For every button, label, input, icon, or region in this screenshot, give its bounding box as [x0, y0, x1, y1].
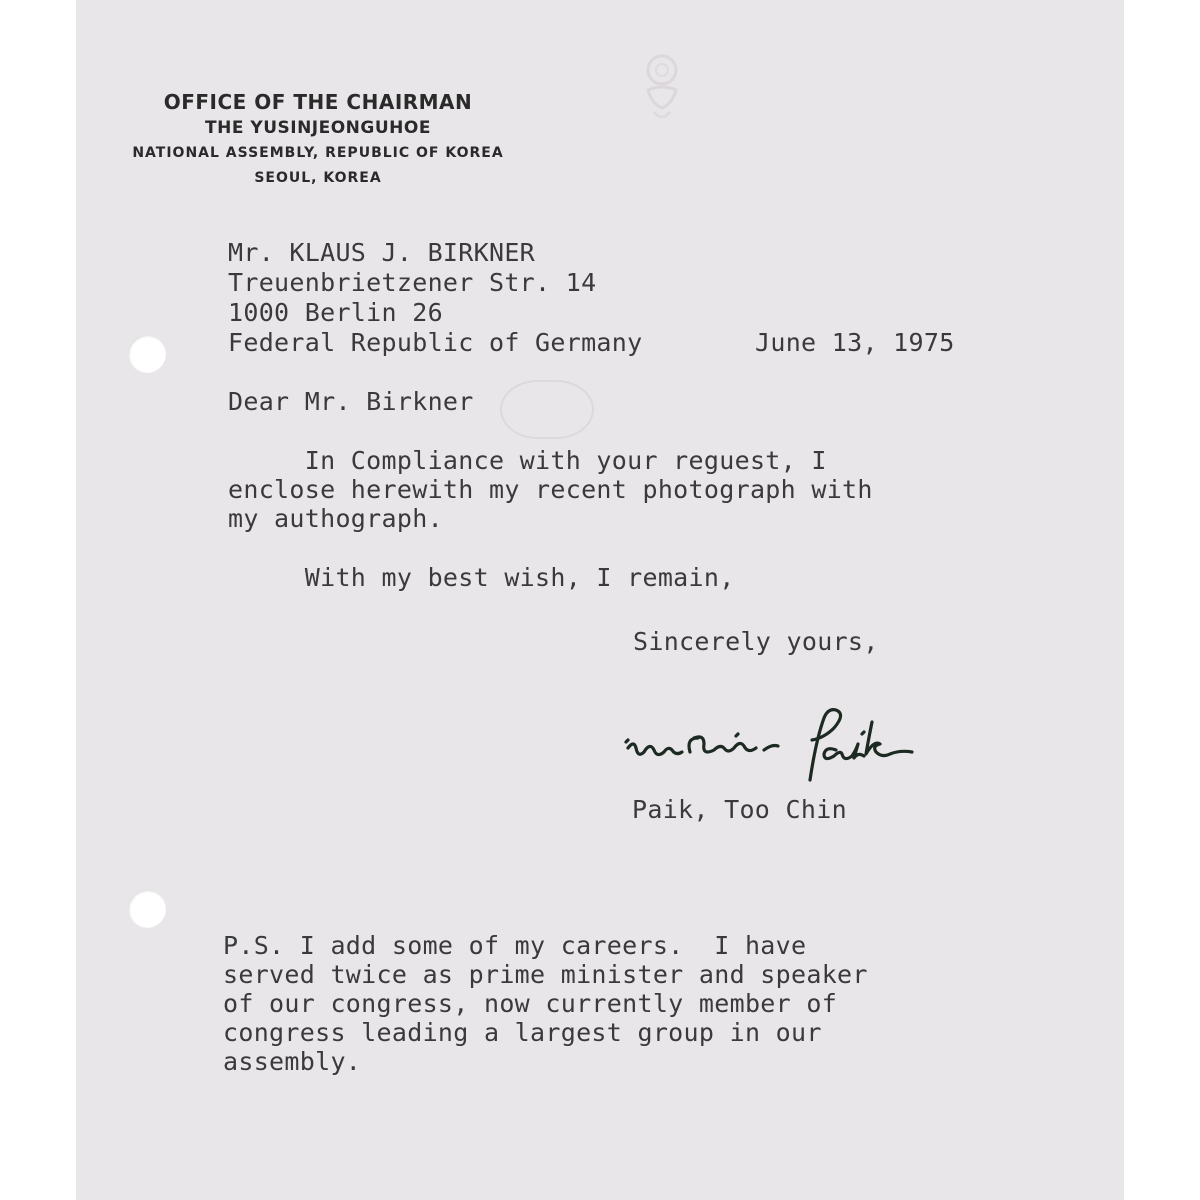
body-line: my authograph.: [228, 504, 443, 533]
recipient-name: Mr. KLAUS J. BIRKNER: [228, 238, 536, 267]
body-line: In Compliance with your reguest, I: [228, 446, 827, 475]
recipient-city: 1000 Berlin 26: [228, 298, 443, 327]
faint-stamp-mark: [500, 380, 594, 439]
letterhead-assembly: NATIONAL ASSEMBLY, REPUBLIC OF KOREA: [132, 145, 504, 161]
closing: Sincerely yours,: [633, 627, 879, 656]
handwritten-signature-icon: [624, 700, 954, 796]
recipient-street: Treuenbrietzener Str. 14: [228, 268, 597, 297]
postscript-line: assembly.: [223, 1047, 362, 1076]
postscript-line: congress leading a largest group in our: [223, 1018, 822, 1047]
postscript-line: served twice as prime minister and speaker: [223, 960, 868, 989]
punch-hole: [128, 335, 166, 373]
postscript-line: P.S. I add some of my careers. I have: [223, 931, 807, 960]
postscript-line: of our congress, now currently member of: [223, 989, 838, 1018]
letter-date: June 13, 1975: [755, 328, 955, 357]
body-line: enclose herewith my recent photograph with: [228, 475, 873, 504]
embossed-seal-icon: [632, 48, 692, 128]
signature-name: Paik: [624, 700, 627, 701]
signer-name: Paik, Too Chin: [632, 795, 847, 824]
punch-hole: [128, 890, 166, 928]
body-line: With my best wish, I remain,: [228, 563, 735, 592]
recipient-country: Federal Republic of Germany: [228, 328, 643, 357]
letterhead-office: OFFICE OF THE CHAIRMAN: [163, 90, 473, 114]
salutation: Dear Mr. Birkner: [228, 387, 474, 416]
letterhead-organization: THE YUSINJEONGUHOE: [205, 118, 431, 138]
letterhead: [108, 88, 528, 190]
letterhead-city: SEOUL, KOREA: [254, 170, 382, 186]
